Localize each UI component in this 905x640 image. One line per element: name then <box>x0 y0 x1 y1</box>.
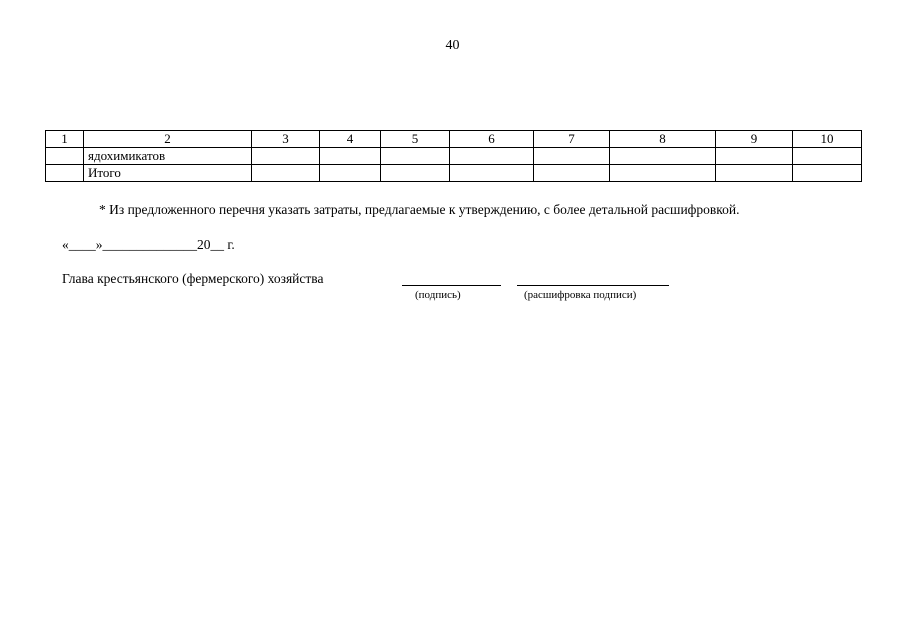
signature-caption: (подпись) <box>415 289 461 301</box>
table-header-cell: 2 <box>84 131 252 148</box>
table-cell <box>252 165 320 182</box>
page-number: 40 <box>445 38 460 53</box>
table-header-cell: 9 <box>716 131 793 148</box>
table-cell <box>450 148 534 165</box>
table-header-cell: 5 <box>381 131 450 148</box>
table-row <box>46 165 862 182</box>
table-cell: ядохимикатов <box>84 148 252 165</box>
head-of-farm-label: Глава крестьянского (фермерского) хозяйства <box>62 271 324 286</box>
signature-line <box>402 285 501 286</box>
table-cell <box>381 148 450 165</box>
table-cell <box>610 148 716 165</box>
table-cell <box>46 165 84 182</box>
table-cell <box>381 165 450 182</box>
table-cell <box>320 148 381 165</box>
table-cell: Итого <box>84 165 252 182</box>
table-cell <box>252 148 320 165</box>
table-header-cell: 3 <box>252 131 320 148</box>
table-cell <box>793 148 862 165</box>
table-cell <box>534 165 610 182</box>
table-cell <box>716 148 793 165</box>
table-row <box>46 148 862 165</box>
expenses-table <box>45 130 862 182</box>
table-header-cell: 6 <box>450 131 534 148</box>
footnote: * Из предложенного перечня указать затраты, предлагаемые к утверждению, с более детальной расшифровкой. <box>99 202 740 217</box>
table-cell <box>610 165 716 182</box>
table-header-cell: 10 <box>793 131 862 148</box>
table-header-row <box>46 131 862 148</box>
table-cell <box>793 165 862 182</box>
signature-decoding-caption: (расшифровка подписи) <box>524 289 637 301</box>
table-cell <box>450 165 534 182</box>
table-header-cell: 8 <box>610 131 716 148</box>
date-line: «____»______________20__ г. <box>62 237 235 252</box>
table-cell <box>716 165 793 182</box>
table-cell <box>534 148 610 165</box>
signature-decoding-line <box>517 285 669 286</box>
table-cell <box>46 148 84 165</box>
table-cell <box>320 165 381 182</box>
table-header-cell: 7 <box>534 131 610 148</box>
table-header-cell: 1 <box>46 131 84 148</box>
table-header-cell: 4 <box>320 131 381 148</box>
